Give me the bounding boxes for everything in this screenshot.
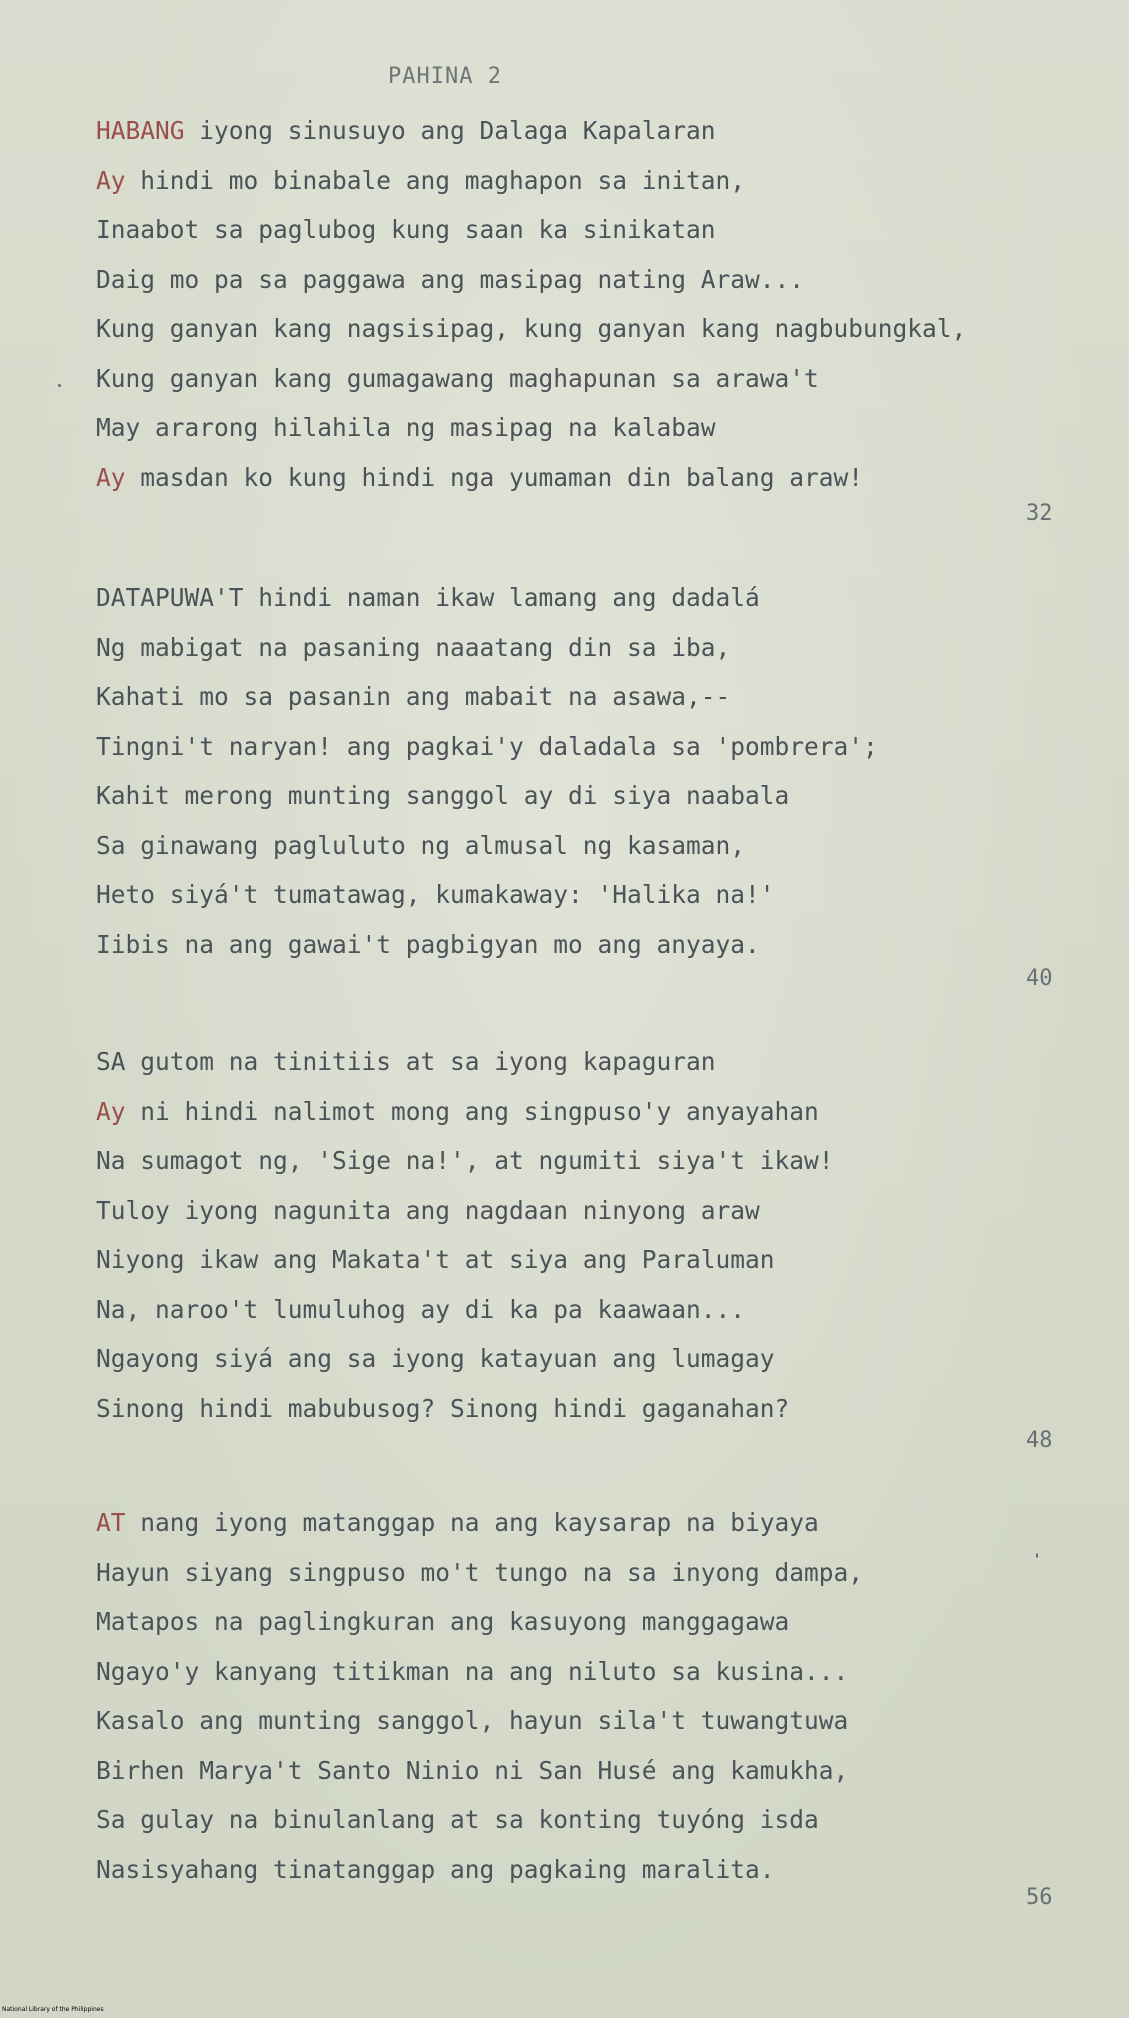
verse-line-red-word: Ay xyxy=(96,165,126,195)
verse-line-red-word: Ay xyxy=(96,1096,126,1126)
verse-line xyxy=(96,722,1076,772)
stanza-2 xyxy=(96,573,1076,969)
verse-line xyxy=(96,1498,1076,1548)
verse-line xyxy=(96,623,1076,673)
verse-line-text: DATAPUWA'T hindi naman ikaw lamang ang dadalá xyxy=(96,583,760,612)
line-number: 56 xyxy=(1026,1885,1053,1910)
verse-line-text: Sinong hindi mabubusog? Sinong hindi gaganahan? xyxy=(96,1393,790,1423)
verse-line-text: Matapos na paglingkuran ang kasuyong manggagawa xyxy=(96,1607,790,1636)
line-number: 32 xyxy=(1026,501,1053,526)
verse-line-text: Na, naroo't lumuluhog ay di ka pa kaawaan... xyxy=(96,1294,746,1324)
verse-line-text: Ngayo'y kanyang titikman na ang niluto sa kusina... xyxy=(96,1656,849,1686)
verse-line-text: Heto siyá't tumatawag, kumakaway: 'Halika na!' xyxy=(96,880,775,909)
stanza-4 xyxy=(96,1498,1076,1894)
verse-line-text: Nasisyahang tinatanggap ang pagkaing maralita. xyxy=(96,1854,775,1884)
verse-line xyxy=(96,1647,1076,1697)
verse-line-text: Tuloy iyong nagunita ang nagdaan ninyong araw xyxy=(96,1195,760,1225)
verse-line xyxy=(96,821,1076,871)
verse-line xyxy=(96,1548,1076,1598)
line-number: 48 xyxy=(1026,1428,1053,1453)
verse-line xyxy=(96,255,1076,305)
verse-line xyxy=(96,1285,1076,1335)
verse-line xyxy=(96,304,1076,354)
verse-line-text: Kasalo ang munting sanggol, hayun sila't tuwangtuwa xyxy=(96,1706,849,1735)
page-heading: PAHINA 2 xyxy=(388,64,502,89)
verse-line-red-word: Ay xyxy=(96,462,126,492)
verse-line-text: Hayun siyang singpuso mo't tungo na sa inyong dampa, xyxy=(96,1557,864,1587)
verse-line-text: Inaabot sa paglubog kung saan ka sinikatan xyxy=(96,215,716,244)
verse-line-text: hindi mo binabale ang maghapon sa initan, xyxy=(125,165,746,195)
verse-line xyxy=(96,1597,1076,1647)
verse-line-text: May ararong hilahila ng masipag na kalabaw xyxy=(96,413,716,442)
verse-line xyxy=(96,1845,1076,1895)
verse-line-text: SA gutom na tinitiis at sa iyong kapaguran xyxy=(96,1047,716,1076)
verse-line-text: Sa gulay na binulanlang at sa konting tuyóng isda xyxy=(96,1805,819,1834)
stanza-1 xyxy=(96,106,1076,502)
line-number: 40 xyxy=(1026,966,1053,991)
verse-line-text: Ng mabigat na pasaning naaatang din sa iba, xyxy=(96,632,731,662)
verse-line-text: Ngayong siyá ang sa iyong katayuan ang lumagay xyxy=(96,1344,775,1373)
verse-line xyxy=(96,453,1076,503)
verse-line-text: iyong sinusuyo ang Dalaga Kapalaran xyxy=(184,116,716,145)
verse-line xyxy=(96,1235,1076,1285)
paper-speck xyxy=(58,384,61,387)
verse-line xyxy=(96,354,1076,404)
verse-line xyxy=(96,1746,1076,1796)
verse-line xyxy=(96,1696,1076,1746)
verse-line xyxy=(96,1087,1076,1137)
verse-line-text: ni hindi nalimot mong ang singpuso'y anyayahan xyxy=(125,1096,819,1126)
verse-line xyxy=(96,672,1076,722)
verse-line xyxy=(96,771,1076,821)
verse-line xyxy=(96,403,1076,453)
verse-line-text: Niyong ikaw ang Makata't at siya ang Paraluman xyxy=(96,1245,775,1274)
verse-line-red-word: AT xyxy=(96,1508,126,1537)
verse-line-text: Kahit merong munting sanggol ay di siya naabala xyxy=(96,781,790,810)
verse-line-text: Birhen Marya't Santo Ninio ni San Husé ang kamukha, xyxy=(96,1755,849,1785)
verse-line xyxy=(96,573,1076,623)
verse-line xyxy=(96,1037,1076,1087)
verse-line xyxy=(96,920,1076,970)
verse-line xyxy=(96,106,1076,156)
verse-line-red-word: HABANG xyxy=(96,116,185,145)
verse-line-text: Kahati mo sa pasanin ang mabait na asawa,-- xyxy=(96,682,731,711)
verse-line xyxy=(96,1795,1076,1845)
verse-line-text: Kung ganyan kang gumagawang maghapunan sa arawa't xyxy=(96,363,819,393)
verse-line xyxy=(96,1384,1076,1434)
verse-line-text: Sa ginawang pagluluto ng almusal ng kasaman, xyxy=(96,830,746,860)
verse-line xyxy=(96,1136,1076,1186)
verse-line xyxy=(96,1186,1076,1236)
verse-line-text: Iibis na ang gawai't pagbigyan mo ang anyaya. xyxy=(96,929,760,959)
paper-speck xyxy=(1036,1553,1038,1558)
verse-line xyxy=(96,1334,1076,1384)
verse-line xyxy=(96,156,1076,206)
verse-line-text: Kung ganyan kang nagsisipag, kung ganyan kang nagbubungkal, xyxy=(96,314,967,343)
verse-line-text: Tingni't naryan! ang pagkai'y daladala sa 'pombrera'; xyxy=(96,731,878,761)
verse-line-text: Na sumagot ng, 'Sige na!', at ngumiti siya't ikaw! xyxy=(96,1146,834,1175)
verse-line-text: masdan ko kung hindi nga yumaman din balang araw! xyxy=(125,462,864,492)
verse-line-text: Daig mo pa sa paggawa ang masipag nating Araw... xyxy=(96,264,805,294)
verse-line xyxy=(96,870,1076,920)
stanza-3 xyxy=(96,1037,1076,1433)
verse-line xyxy=(96,205,1076,255)
verse-line-text: nang iyong matanggap na ang kaysarap na biyaya xyxy=(125,1508,819,1537)
archive-footer: National Library of the Philippines xyxy=(2,2006,104,2013)
